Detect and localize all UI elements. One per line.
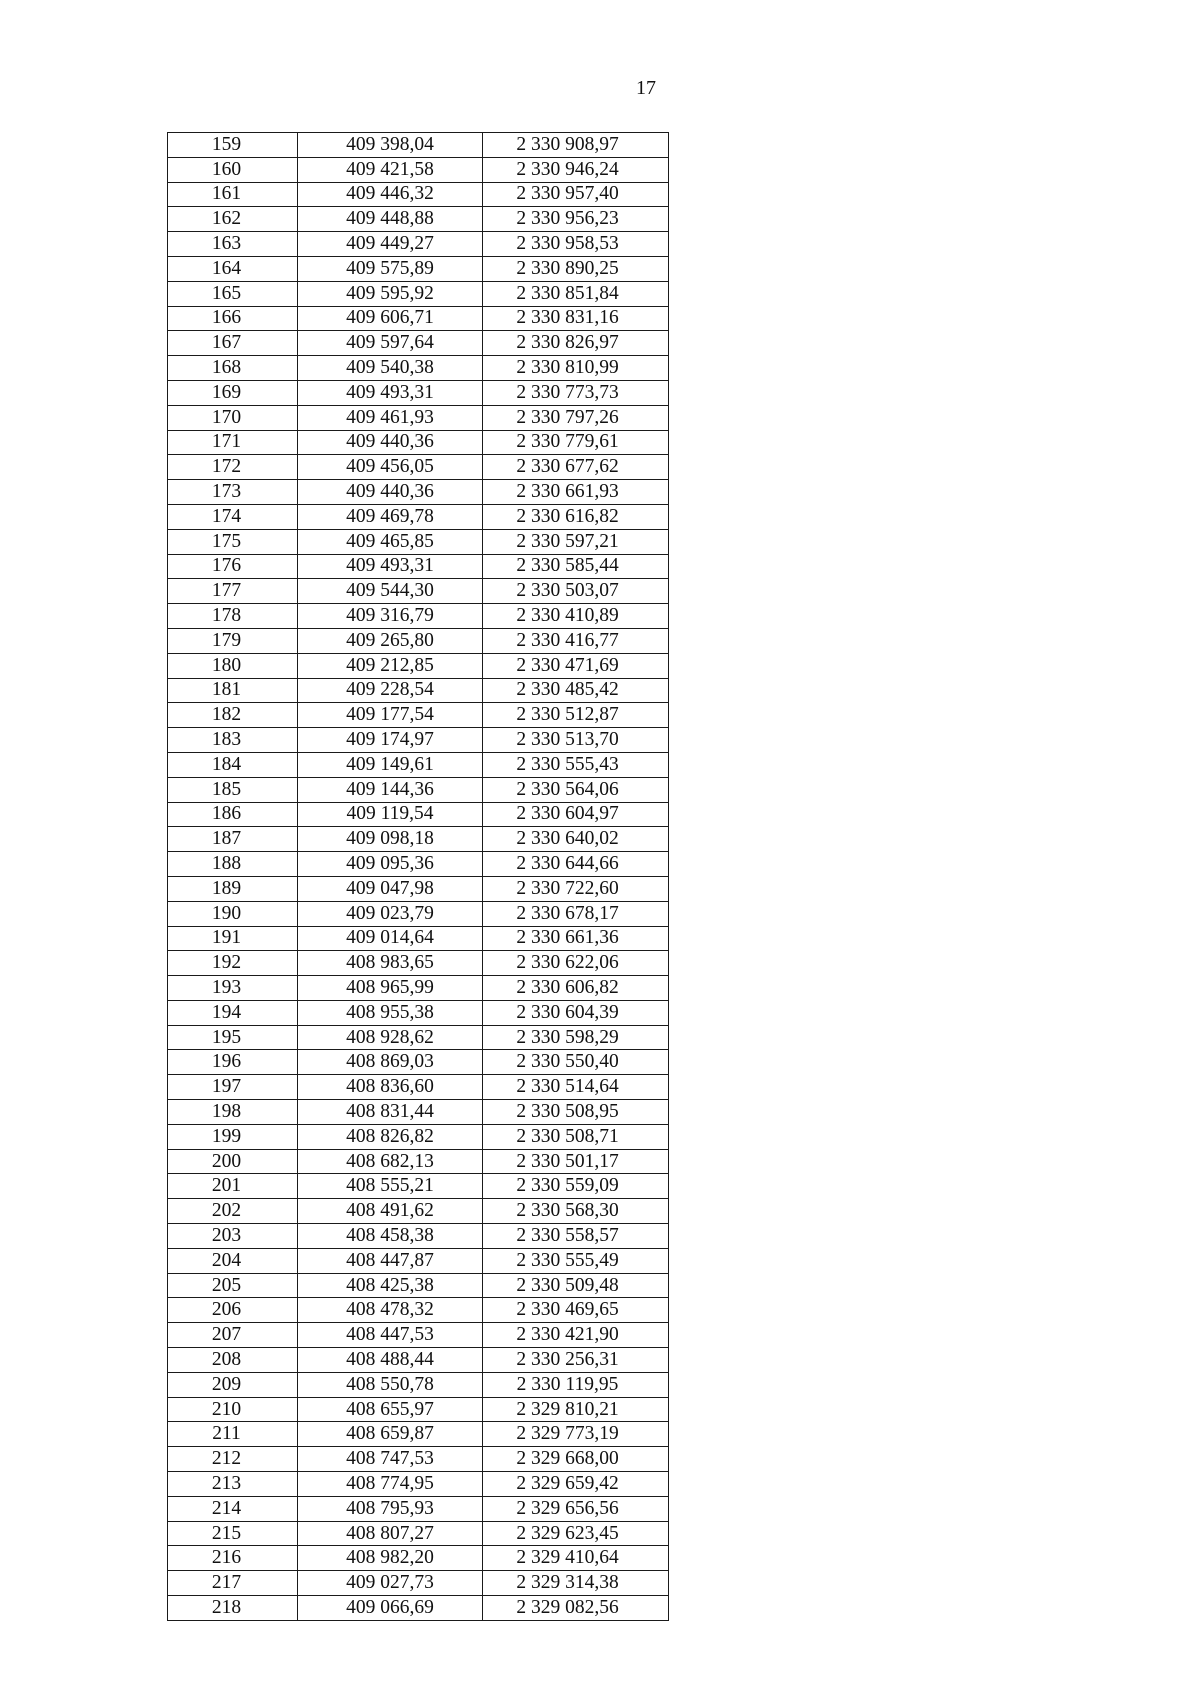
point-number-cell: 181 <box>168 678 298 703</box>
y-coordinate-cell: 2 330 644,66 <box>483 852 669 877</box>
table-row <box>168 1372 669 1397</box>
y-coordinate-cell: 2 330 508,95 <box>483 1100 669 1125</box>
table-row <box>168 1224 669 1249</box>
y-coordinate-cell: 2 330 831,16 <box>483 306 669 331</box>
table-row <box>168 1273 669 1298</box>
point-number-cell: 195 <box>168 1025 298 1050</box>
point-number-cell: 175 <box>168 529 298 554</box>
point-number-cell: 193 <box>168 976 298 1001</box>
x-coordinate-cell: 409 461,93 <box>298 405 483 430</box>
y-coordinate-cell: 2 330 585,44 <box>483 554 669 579</box>
table-row <box>168 1397 669 1422</box>
table-row <box>168 1174 669 1199</box>
y-coordinate-cell: 2 329 623,45 <box>483 1521 669 1546</box>
x-coordinate-cell: 409 023,79 <box>298 901 483 926</box>
x-coordinate-cell: 408 425,38 <box>298 1273 483 1298</box>
x-coordinate-cell: 409 540,38 <box>298 356 483 381</box>
y-coordinate-cell: 2 330 558,57 <box>483 1224 669 1249</box>
y-coordinate-cell: 2 330 810,99 <box>483 356 669 381</box>
point-number-cell: 169 <box>168 380 298 405</box>
point-number-cell: 173 <box>168 480 298 505</box>
y-coordinate-cell: 2 329 810,21 <box>483 1397 669 1422</box>
y-coordinate-cell: 2 330 469,65 <box>483 1298 669 1323</box>
point-number-cell: 161 <box>168 182 298 207</box>
x-coordinate-cell: 408 774,95 <box>298 1472 483 1497</box>
y-coordinate-cell: 2 330 555,49 <box>483 1248 669 1273</box>
table-row <box>168 529 669 554</box>
y-coordinate-cell: 2 329 668,00 <box>483 1447 669 1472</box>
x-coordinate-cell: 409 014,64 <box>298 926 483 951</box>
y-coordinate-cell: 2 330 501,17 <box>483 1149 669 1174</box>
point-number-cell: 186 <box>168 802 298 827</box>
table-row <box>168 777 669 802</box>
table-row <box>168 604 669 629</box>
point-number-cell: 205 <box>168 1273 298 1298</box>
point-number-cell: 176 <box>168 554 298 579</box>
y-coordinate-cell: 2 330 773,73 <box>483 380 669 405</box>
x-coordinate-cell: 408 795,93 <box>298 1496 483 1521</box>
x-coordinate-cell: 409 440,36 <box>298 430 483 455</box>
table-row <box>168 430 669 455</box>
point-number-cell: 214 <box>168 1496 298 1521</box>
point-number-cell: 206 <box>168 1298 298 1323</box>
x-coordinate-cell: 409 047,98 <box>298 876 483 901</box>
point-number-cell: 194 <box>168 1000 298 1025</box>
x-coordinate-cell: 409 027,73 <box>298 1571 483 1596</box>
x-coordinate-cell: 408 982,20 <box>298 1546 483 1571</box>
table-row <box>168 852 669 877</box>
point-number-cell: 177 <box>168 579 298 604</box>
table-row <box>168 157 669 182</box>
y-coordinate-cell: 2 329 410,64 <box>483 1546 669 1571</box>
y-coordinate-cell: 2 330 509,48 <box>483 1273 669 1298</box>
table-row <box>168 207 669 232</box>
table-row <box>168 1496 669 1521</box>
table-row <box>168 405 669 430</box>
x-coordinate-cell: 408 659,87 <box>298 1422 483 1447</box>
x-coordinate-cell: 408 836,60 <box>298 1075 483 1100</box>
point-number-cell: 183 <box>168 728 298 753</box>
point-number-cell: 198 <box>168 1100 298 1125</box>
y-coordinate-cell: 2 330 622,06 <box>483 951 669 976</box>
y-coordinate-cell: 2 329 082,56 <box>483 1596 669 1621</box>
point-number-cell: 178 <box>168 604 298 629</box>
table-row <box>168 926 669 951</box>
table-row <box>168 1447 669 1472</box>
y-coordinate-cell: 2 330 471,69 <box>483 653 669 678</box>
point-number-cell: 164 <box>168 256 298 281</box>
table-row <box>168 281 669 306</box>
table-row <box>168 1000 669 1025</box>
point-number-cell: 160 <box>168 157 298 182</box>
x-coordinate-cell: 409 066,69 <box>298 1596 483 1621</box>
table-row <box>168 1124 669 1149</box>
y-coordinate-cell: 2 330 661,36 <box>483 926 669 951</box>
table-row <box>168 1199 669 1224</box>
point-number-cell: 188 <box>168 852 298 877</box>
y-coordinate-cell: 2 330 826,97 <box>483 331 669 356</box>
y-coordinate-cell: 2 330 956,23 <box>483 207 669 232</box>
point-number-cell: 159 <box>168 133 298 158</box>
x-coordinate-cell: 408 869,03 <box>298 1050 483 1075</box>
x-coordinate-cell: 408 955,38 <box>298 1000 483 1025</box>
table-row <box>168 653 669 678</box>
point-number-cell: 207 <box>168 1323 298 1348</box>
x-coordinate-cell: 408 983,65 <box>298 951 483 976</box>
point-number-cell: 162 <box>168 207 298 232</box>
y-coordinate-cell: 2 330 616,82 <box>483 504 669 529</box>
x-coordinate-cell: 408 807,27 <box>298 1521 483 1546</box>
table-row <box>168 1075 669 1100</box>
point-number-cell: 196 <box>168 1050 298 1075</box>
point-number-cell: 167 <box>168 331 298 356</box>
y-coordinate-cell: 2 330 779,61 <box>483 430 669 455</box>
table-row <box>168 951 669 976</box>
table-row <box>168 1596 669 1621</box>
x-coordinate-cell: 408 488,44 <box>298 1348 483 1373</box>
x-coordinate-cell: 408 682,13 <box>298 1149 483 1174</box>
y-coordinate-cell: 2 330 421,90 <box>483 1323 669 1348</box>
x-coordinate-cell: 409 119,54 <box>298 802 483 827</box>
x-coordinate-cell: 408 747,53 <box>298 1447 483 1472</box>
y-coordinate-cell: 2 330 890,25 <box>483 256 669 281</box>
y-coordinate-cell: 2 330 908,97 <box>483 133 669 158</box>
point-number-cell: 179 <box>168 628 298 653</box>
table-row <box>168 703 669 728</box>
point-number-cell: 182 <box>168 703 298 728</box>
point-number-cell: 212 <box>168 1447 298 1472</box>
point-number-cell: 204 <box>168 1248 298 1273</box>
x-coordinate-cell: 409 446,32 <box>298 182 483 207</box>
x-coordinate-cell: 409 493,31 <box>298 554 483 579</box>
table-row <box>168 1323 669 1348</box>
point-number-cell: 189 <box>168 876 298 901</box>
y-coordinate-cell: 2 330 640,02 <box>483 827 669 852</box>
point-number-cell: 171 <box>168 430 298 455</box>
y-coordinate-cell: 2 330 564,06 <box>483 777 669 802</box>
table-row <box>168 455 669 480</box>
x-coordinate-cell: 408 555,21 <box>298 1174 483 1199</box>
y-coordinate-cell: 2 330 410,89 <box>483 604 669 629</box>
y-coordinate-cell: 2 330 568,30 <box>483 1199 669 1224</box>
x-coordinate-cell: 408 478,32 <box>298 1298 483 1323</box>
y-coordinate-cell: 2 330 604,39 <box>483 1000 669 1025</box>
x-coordinate-cell: 409 316,79 <box>298 604 483 629</box>
point-number-cell: 166 <box>168 306 298 331</box>
point-number-cell: 197 <box>168 1075 298 1100</box>
y-coordinate-cell: 2 330 256,31 <box>483 1348 669 1373</box>
point-number-cell: 187 <box>168 827 298 852</box>
x-coordinate-cell: 408 550,78 <box>298 1372 483 1397</box>
x-coordinate-cell: 409 149,61 <box>298 752 483 777</box>
x-coordinate-cell: 409 448,88 <box>298 207 483 232</box>
point-number-cell: 213 <box>168 1472 298 1497</box>
point-number-cell: 184 <box>168 752 298 777</box>
point-number-cell: 190 <box>168 901 298 926</box>
table-row <box>168 256 669 281</box>
x-coordinate-cell: 408 965,99 <box>298 976 483 1001</box>
y-coordinate-cell: 2 330 597,21 <box>483 529 669 554</box>
x-coordinate-cell: 409 177,54 <box>298 703 483 728</box>
y-coordinate-cell: 2 330 946,24 <box>483 157 669 182</box>
table-row <box>168 1348 669 1373</box>
x-coordinate-cell: 409 398,04 <box>298 133 483 158</box>
x-coordinate-cell: 409 544,30 <box>298 579 483 604</box>
x-coordinate-cell: 409 098,18 <box>298 827 483 852</box>
x-coordinate-cell: 409 606,71 <box>298 306 483 331</box>
table-row <box>168 1422 669 1447</box>
table-row <box>168 1100 669 1125</box>
x-coordinate-cell: 409 456,05 <box>298 455 483 480</box>
y-coordinate-cell: 2 330 606,82 <box>483 976 669 1001</box>
y-coordinate-cell: 2 330 514,64 <box>483 1075 669 1100</box>
table-row <box>168 1521 669 1546</box>
y-coordinate-cell: 2 330 958,53 <box>483 232 669 257</box>
point-number-cell: 199 <box>168 1124 298 1149</box>
table-row <box>168 752 669 777</box>
table-row <box>168 182 669 207</box>
y-coordinate-cell: 2 330 797,26 <box>483 405 669 430</box>
table-row <box>168 901 669 926</box>
x-coordinate-cell: 409 469,78 <box>298 504 483 529</box>
point-number-cell: 217 <box>168 1571 298 1596</box>
y-coordinate-cell: 2 330 722,60 <box>483 876 669 901</box>
x-coordinate-cell: 408 458,38 <box>298 1224 483 1249</box>
y-coordinate-cell: 2 329 656,56 <box>483 1496 669 1521</box>
table-row <box>168 976 669 1001</box>
x-coordinate-cell: 408 491,62 <box>298 1199 483 1224</box>
y-coordinate-cell: 2 330 559,09 <box>483 1174 669 1199</box>
table-row <box>168 554 669 579</box>
y-coordinate-cell: 2 330 678,17 <box>483 901 669 926</box>
y-coordinate-cell: 2 330 513,70 <box>483 728 669 753</box>
x-coordinate-cell: 409 174,97 <box>298 728 483 753</box>
x-coordinate-cell: 408 826,82 <box>298 1124 483 1149</box>
x-coordinate-cell: 409 144,36 <box>298 777 483 802</box>
x-coordinate-cell: 408 447,87 <box>298 1248 483 1273</box>
table-row <box>168 1546 669 1571</box>
x-coordinate-cell: 409 575,89 <box>298 256 483 281</box>
y-coordinate-cell: 2 330 604,97 <box>483 802 669 827</box>
x-coordinate-cell: 408 655,97 <box>298 1397 483 1422</box>
y-coordinate-cell: 2 330 119,95 <box>483 1372 669 1397</box>
point-number-cell: 170 <box>168 405 298 430</box>
table-row <box>168 628 669 653</box>
y-coordinate-cell: 2 330 503,07 <box>483 579 669 604</box>
x-coordinate-cell: 409 440,36 <box>298 480 483 505</box>
table-row <box>168 331 669 356</box>
table-row <box>168 827 669 852</box>
x-coordinate-cell: 409 228,54 <box>298 678 483 703</box>
point-number-cell: 211 <box>168 1422 298 1447</box>
table-row <box>168 1298 669 1323</box>
point-number-cell: 209 <box>168 1372 298 1397</box>
y-coordinate-cell: 2 330 555,43 <box>483 752 669 777</box>
table-row <box>168 728 669 753</box>
x-coordinate-cell: 409 595,92 <box>298 281 483 306</box>
point-number-cell: 208 <box>168 1348 298 1373</box>
table-row <box>168 480 669 505</box>
table-row <box>168 1025 669 1050</box>
table-row <box>168 802 669 827</box>
table-row <box>168 356 669 381</box>
table-row <box>168 1571 669 1596</box>
table-row <box>168 1472 669 1497</box>
x-coordinate-cell: 409 465,85 <box>298 529 483 554</box>
x-coordinate-cell: 408 447,53 <box>298 1323 483 1348</box>
y-coordinate-cell: 2 330 957,40 <box>483 182 669 207</box>
x-coordinate-cell: 409 421,58 <box>298 157 483 182</box>
x-coordinate-cell: 409 493,31 <box>298 380 483 405</box>
point-number-cell: 192 <box>168 951 298 976</box>
point-number-cell: 180 <box>168 653 298 678</box>
y-coordinate-cell: 2 330 512,87 <box>483 703 669 728</box>
x-coordinate-cell: 408 928,62 <box>298 1025 483 1050</box>
point-number-cell: 202 <box>168 1199 298 1224</box>
y-coordinate-cell: 2 330 485,42 <box>483 678 669 703</box>
x-coordinate-cell: 409 212,85 <box>298 653 483 678</box>
table-row <box>168 133 669 158</box>
point-number-cell: 201 <box>168 1174 298 1199</box>
y-coordinate-cell: 2 330 508,71 <box>483 1124 669 1149</box>
point-number-cell: 172 <box>168 455 298 480</box>
point-number-cell: 216 <box>168 1546 298 1571</box>
y-coordinate-cell: 2 329 314,38 <box>483 1571 669 1596</box>
point-number-cell: 174 <box>168 504 298 529</box>
x-coordinate-cell: 408 831,44 <box>298 1100 483 1125</box>
coordinates-table-body <box>168 133 669 1621</box>
y-coordinate-cell: 2 330 851,84 <box>483 281 669 306</box>
y-coordinate-cell: 2 330 661,93 <box>483 480 669 505</box>
y-coordinate-cell: 2 330 598,29 <box>483 1025 669 1050</box>
point-number-cell: 218 <box>168 1596 298 1621</box>
point-number-cell: 215 <box>168 1521 298 1546</box>
table-row <box>168 504 669 529</box>
y-coordinate-cell: 2 329 659,42 <box>483 1472 669 1497</box>
table-row <box>168 678 669 703</box>
point-number-cell: 185 <box>168 777 298 802</box>
point-number-cell: 200 <box>168 1149 298 1174</box>
y-coordinate-cell: 2 329 773,19 <box>483 1422 669 1447</box>
page-number: 17 <box>636 77 656 99</box>
coordinates-table <box>167 132 669 1621</box>
point-number-cell: 163 <box>168 232 298 257</box>
point-number-cell: 165 <box>168 281 298 306</box>
table-row <box>168 1050 669 1075</box>
table-row <box>168 579 669 604</box>
x-coordinate-cell: 409 449,27 <box>298 232 483 257</box>
x-coordinate-cell: 409 265,80 <box>298 628 483 653</box>
x-coordinate-cell: 409 095,36 <box>298 852 483 877</box>
table-row <box>168 1248 669 1273</box>
point-number-cell: 210 <box>168 1397 298 1422</box>
table-row <box>168 876 669 901</box>
y-coordinate-cell: 2 330 677,62 <box>483 455 669 480</box>
table-row <box>168 380 669 405</box>
point-number-cell: 203 <box>168 1224 298 1249</box>
y-coordinate-cell: 2 330 416,77 <box>483 628 669 653</box>
y-coordinate-cell: 2 330 550,40 <box>483 1050 669 1075</box>
table-row <box>168 306 669 331</box>
table-row <box>168 1149 669 1174</box>
table-row <box>168 232 669 257</box>
x-coordinate-cell: 409 597,64 <box>298 331 483 356</box>
point-number-cell: 168 <box>168 356 298 381</box>
point-number-cell: 191 <box>168 926 298 951</box>
